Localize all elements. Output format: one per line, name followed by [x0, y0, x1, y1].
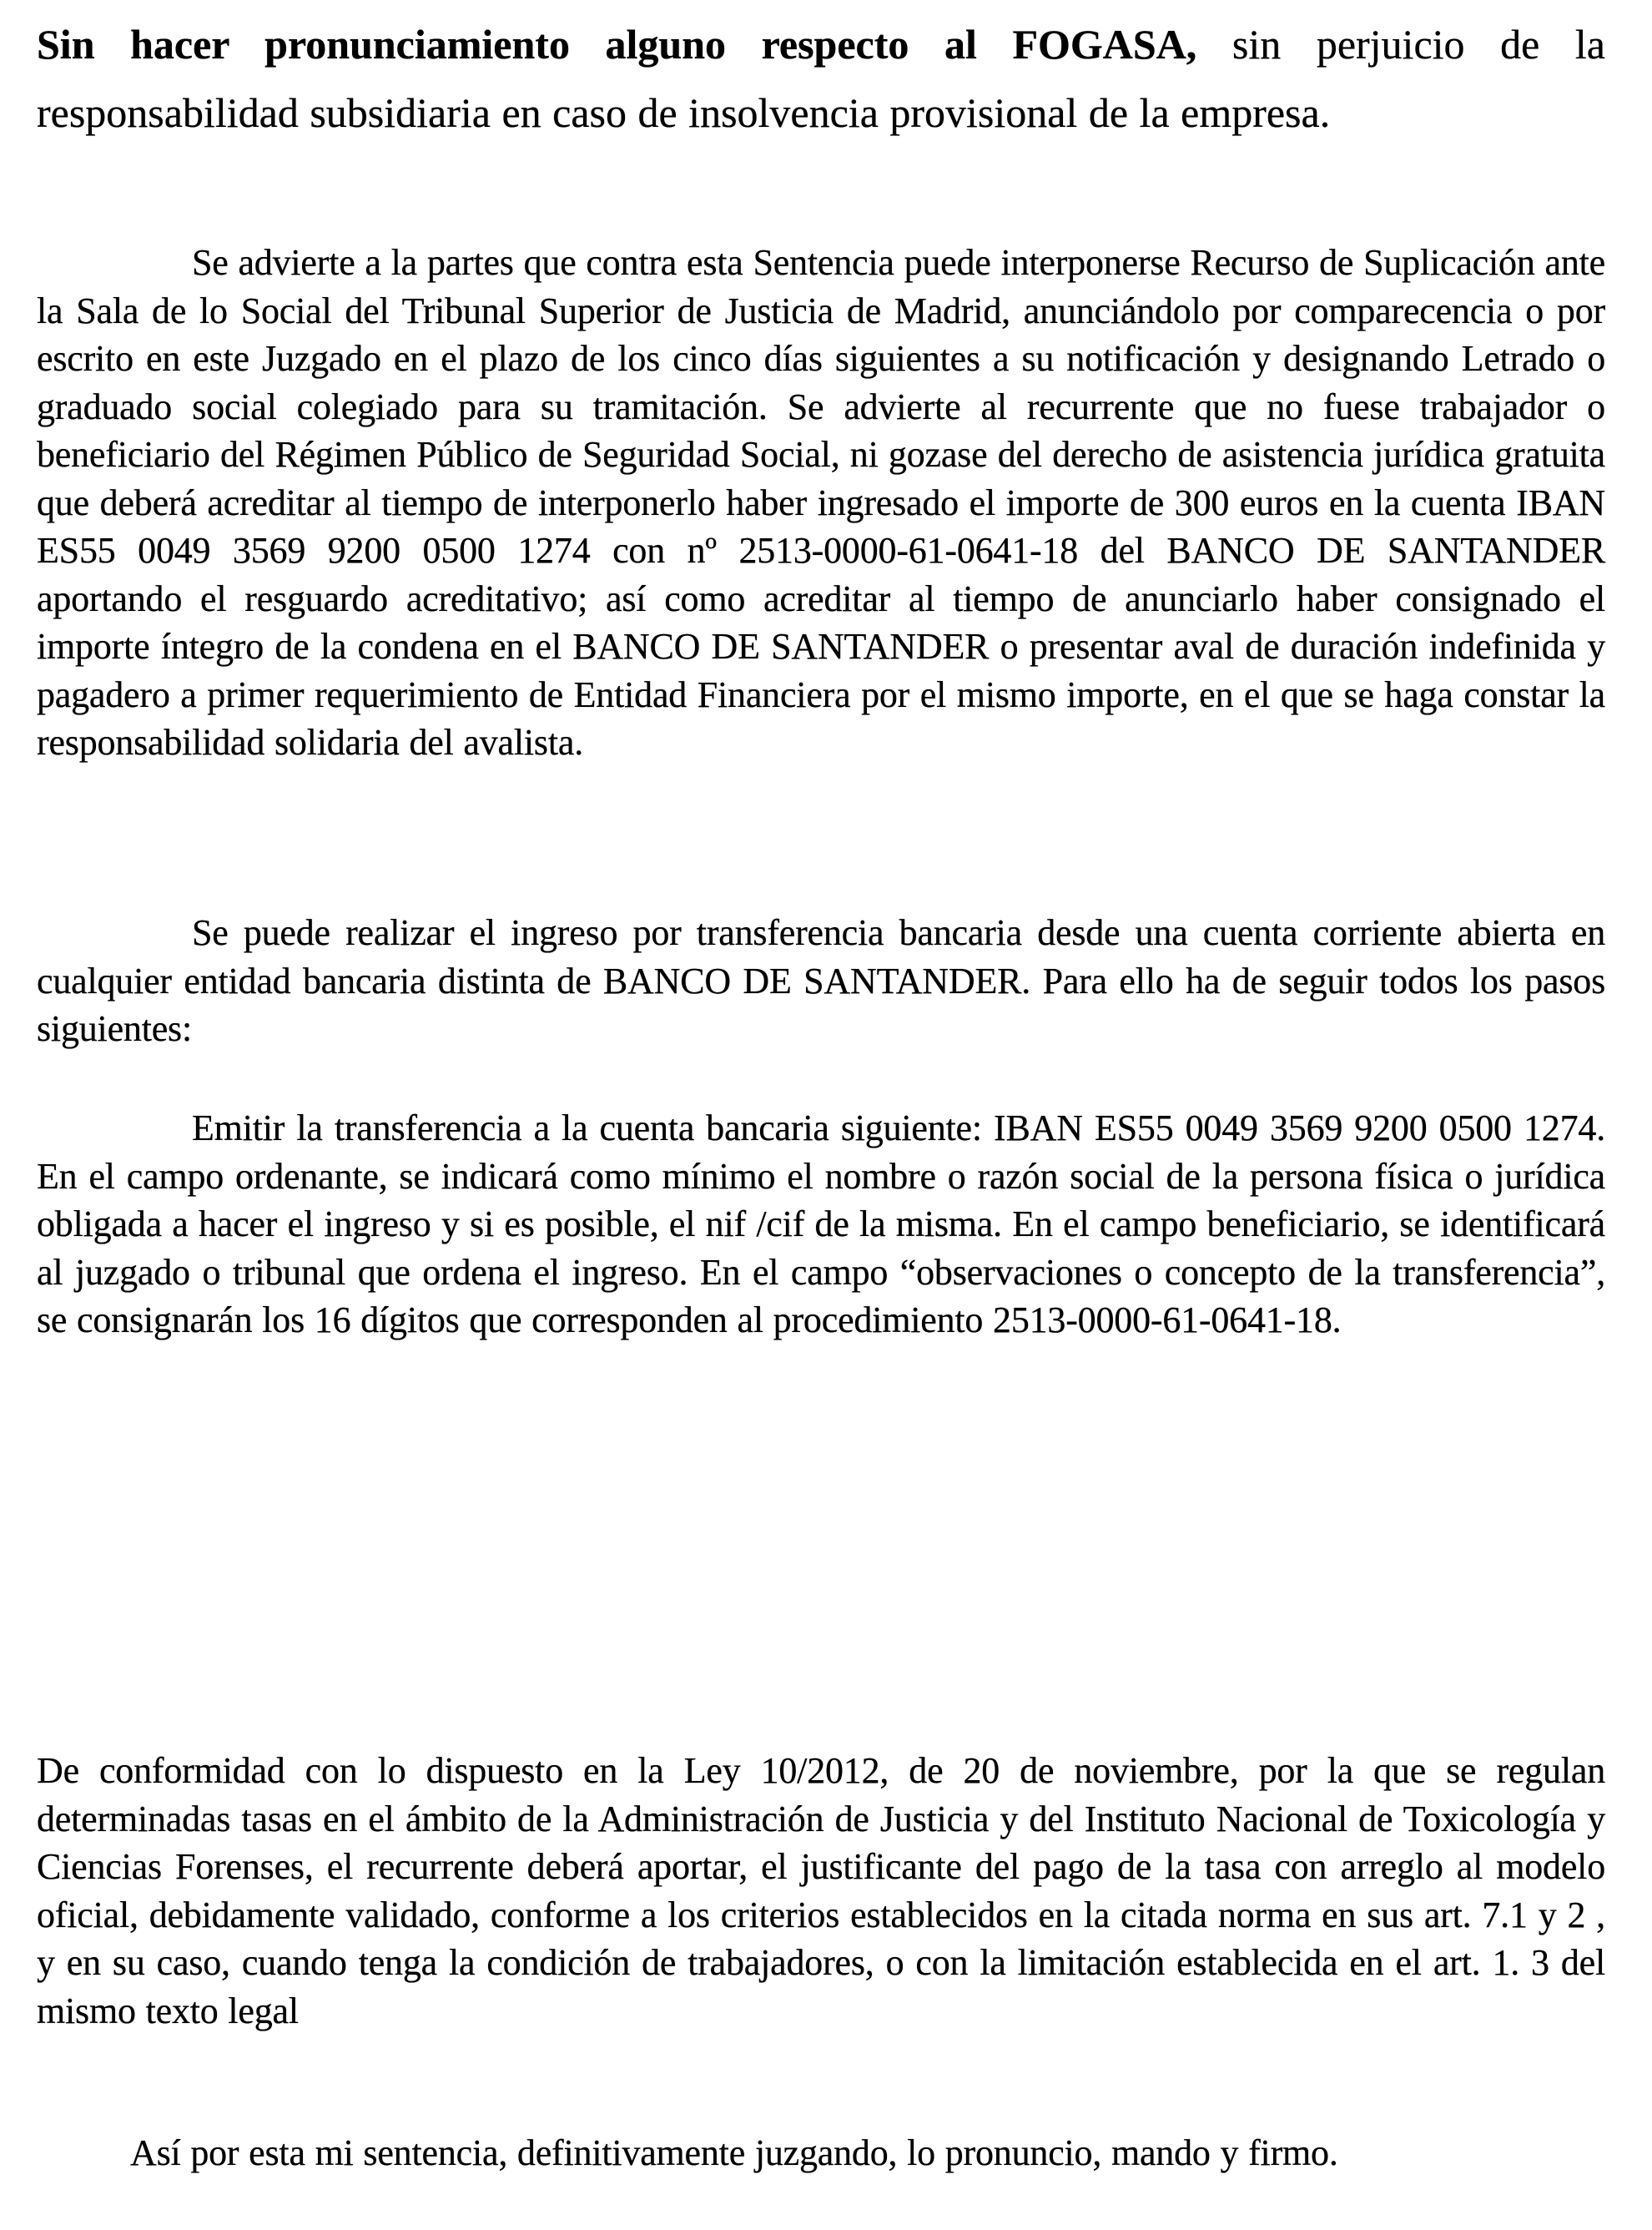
paragraph-fogasa — [37, 10, 1605, 147]
paragraph-tasas-ley: De conformidad con lo dispuesto en la Ley 10/2012, de 20 de noviembre, por la que se regulan determinadas tasas en el ámbito de la Administración de Justicia y del Instituto Nacional de Toxicología y Ciencias Forenses, el recurrente deberá aportar, el justificante del pago de la tasa con arreglo al modelo oficial, debidamente validado, conforme a los criterios establecidos en la citada norma en sus art. 7.1 y 2 , y en su caso, cuando tenga la condición de trabajadores, o con la limitación establecida en el art. 1. 3 del mismo texto legal — [37, 1750, 1605, 2031]
paragraph-fallo: Así por esta mi sentencia, definitivamente juzgando, lo pronuncio, mando y firmo. — [130, 2132, 1338, 2173]
paragraph-emitir-transferencia: Emitir la transferencia a la cuenta bancaria siguiente: IBAN ES55 0049 3569 9200 0500 1274. En el campo ordenante, se indicará como mínimo el nombre o razón social de la persona física o jurídica obligada a hacer el ingreso y si es posible, el nif /cif de la misma. En el campo beneficiario, se identificará al juzgado o tribunal que ordena el ingreso. En el campo “observaciones o concepto de la transferencia”, se consignarán los 16 dígitos que corresponden al procedimiento 2513-0000-61-0641-18. — [37, 1107, 1605, 1340]
fogasa-bold-text: Sin hacer pronunciamiento alguno respecto al FOGASA, — [37, 21, 1197, 68]
paragraph-recurso-suplicacion: Se advierte a la partes que contra esta Sentencia puede interponerse Recurso de Suplicación ante la Sala de lo Social del Tribunal Superior de Justicia de Madrid, anunciándolo por comparecencia o por escrito en este Juzgado en el plazo de los cinco días siguientes a su notificación y designando Letrado o graduado social colegiado para su tramitación. Se advierte al recurrente que no fuese trabajador o beneficiario del Régimen Público de Seguridad Social, ni gozase del derecho de asistencia jurídica gratuita que deberá acreditar al tiempo de interponerlo haber ingresado el importe de 300 euros en la cuenta IBAN ES55 0049 3569 9200 0500 1274 con nº 2513-0000-61-0641-18 del BANCO DE SANTANDER aportando el resguardo acreditativo; así como acreditar al tiempo de anunciarlo haber consignado el importe íntegro de la condena en el BANCO DE SANTANDER o presentar aval de duración indefinida y pagadero a primer requerimiento de Entidad Financiera por el mismo importe, en el que se haga constar la responsabilidad solidaria del avalista. — [37, 242, 1605, 763]
paragraph-transferencia-intro: Se puede realizar el ingreso por transferencia bancaria desde una cuenta corriente abierta en cualquier entidad bancaria distinta de BANCO DE SANTANDER. Para ello ha de seguir todos los pasos siguientes: — [37, 912, 1605, 1049]
fogasa-rest-text: sin perjuicio de la responsabilidad subsidiaria en caso de insolvencia provisional de la empresa. — [37, 21, 1605, 136]
